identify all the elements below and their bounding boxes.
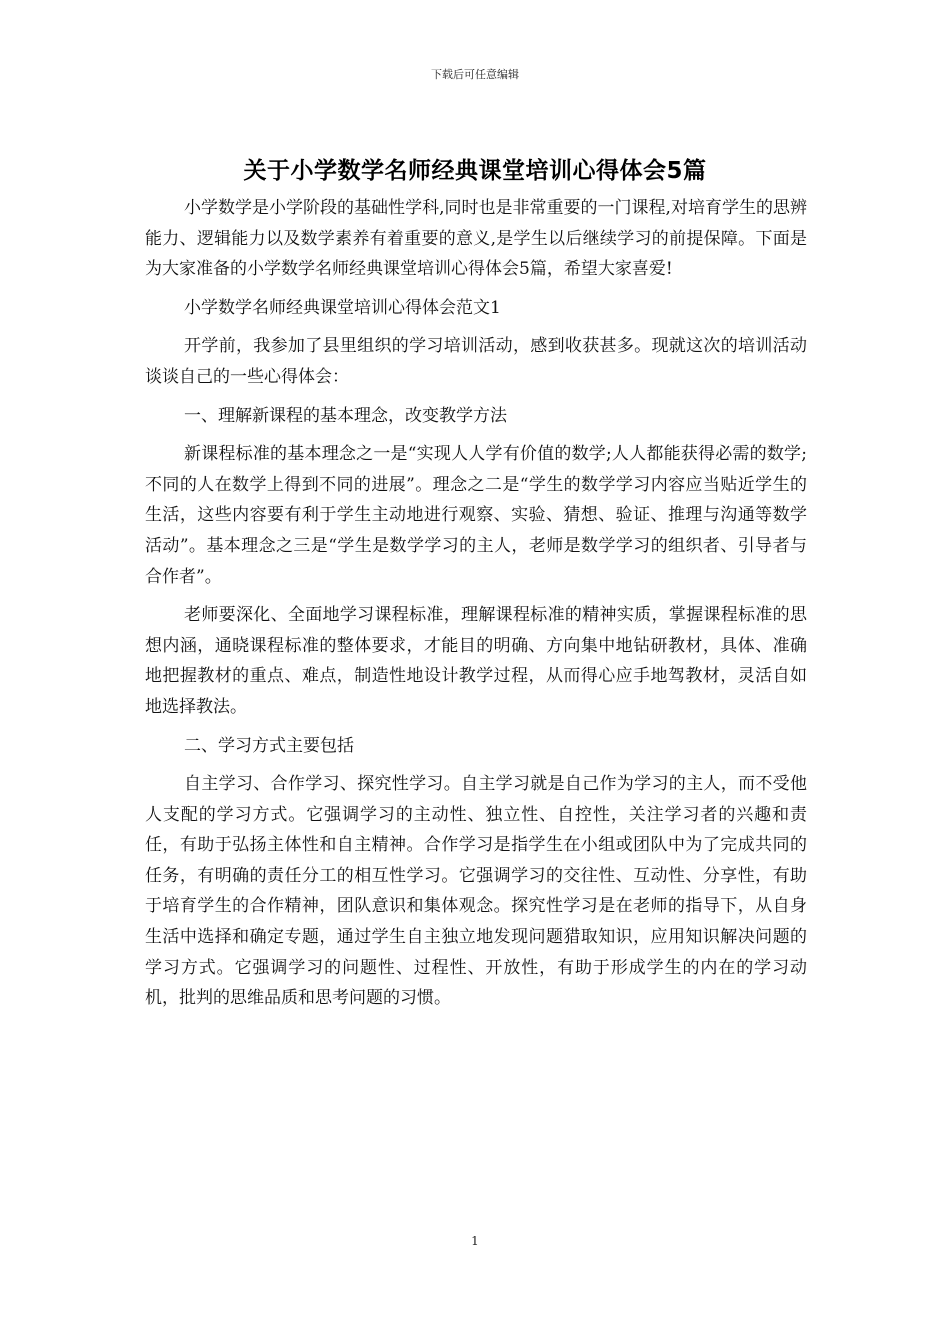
paragraph-teacher: 老师要深化、全面地学习课程标准，理解课程标准的精神实质，掌握课程标准的思想内涵，通晓课程标准的整体要求，才能目的明确、方向集中地钻研教材，具体、准确地把握教材的重点、难点，制造性地设计教学过程，从而得心应手地驾教材，灵活自如地选择教法。 — [145, 605, 807, 717]
paragraph-learning-methods: 自主学习、合作学习、探究性学习。自主学习就是自己作为学习的主人，而不受他人支配的学习方式。它强调学习的主动性、独立性、自控性，关注学习者的兴趣和责任，有助于弘扬主体性和自主精神。合作学习是指学生在小组或团队中为了完成共同的任务，有明确的责任分工的相互性学习。它强调学习的交往性、互动性、分享性，有助于培育学生的合作精神，团队意识和集体观念。探究性学习是在老师的指导下，从自身生活中选择和确定专题，通过学生自主独立地发现问题猎取知识，应用知识解决问题的学习方式。它强调学习的问题性、过程性、开放性，有助于形成学生的内在的学习动机，批判的思维品质和思考问题的习惯。 — [145, 774, 807, 1009]
page-number: 1 — [471, 1234, 479, 1248]
page-title: 关于小学数学名师经典课堂培训心得体会5篇 — [243, 158, 707, 184]
paragraph-concepts: 新课程标准的基本理念之一是“实现人人学有价值的数学;人人都能获得必需的数学;不同的人在数学上得到不同的进展”。理念之二是“学生的数学学习内容应当贴近学生的生活，这些内容要有利于学生主动地进行观察、实验、猜想、验证、推理与沟通等数学活动”。基本理念之三是“学生是数学学习的主人，老师是数学学习的组织者、引导者与合作者”。 — [145, 444, 807, 587]
intro-paragraph: 小学数学是小学阶段的基础性学科,同时也是非常重要的一门课程,对培育学生的思辨能力、逻辑能力以及数学素养有着重要的意义,是学生以后继续学习的前提保障。下面是为大家准备的小学数学名师经典课堂培训心得体会5篇，希望大家喜爱! — [145, 198, 807, 280]
document-body — [145, 193, 807, 1014]
header-note: 下载后可任意编辑 — [431, 68, 519, 81]
section-heading-sample-1: 小学数学名师经典课堂培训心得体会范文1 — [184, 297, 501, 318]
subheading-2: 二、学习方式主要包括 — [184, 735, 354, 756]
subheading-1: 一、理解新课程的基本理念，改变教学方法 — [184, 405, 507, 426]
paragraph-opening: 开学前，我参加了县里组织的学习培训活动，感到收获甚多。现就这次的培训活动谈谈自己的一些心得体会： — [145, 336, 807, 387]
